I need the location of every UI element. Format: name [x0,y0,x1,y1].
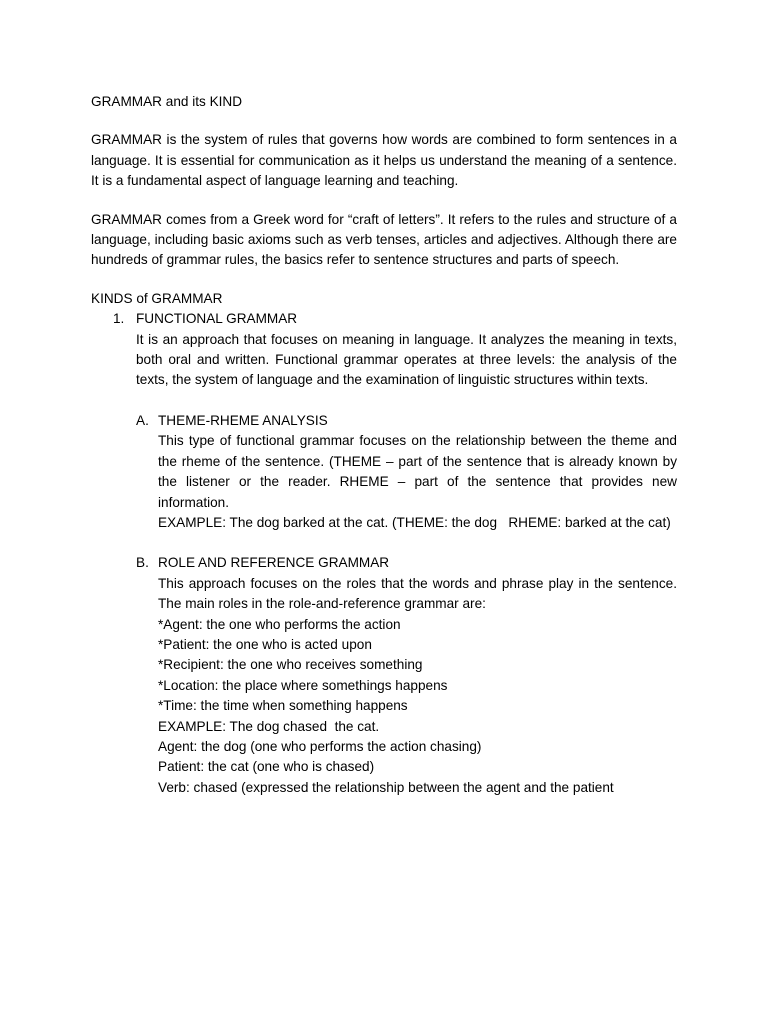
sub-text: This type of functional grammar focuses on the relationship between the theme and the rheme of the sentence. (THEME – part of the sentence that is already known by the listener or the reader. RHEME – part of the sentence that provides new information. [158,433,677,510]
document-title: GRAMMAR and its KIND [91,94,243,109]
intro-paragraph-1: GRAMMAR is the system of rules that governs how words are combined to form sentences in a language. It is essential for communication as it helps us understand the meaning of a sentence. It is a fundamental aspect of language learning and teaching. [91,132,677,189]
sub-item-role-reference [136,553,677,798]
role-line-recipient: *Recipient: the one who receives something [158,657,423,673]
sub-letter: B. [136,555,149,571]
sub-example: EXAMPLE: The dog chased the cat. [158,718,380,734]
example-part-patient: Patient: the cat (one who is chased) [158,759,375,775]
sub-example: EXAMPLE: The dog barked at the cat. (THEME: the dog RHEME: barked at the cat) [158,514,671,530]
sub-title: THEME-RHEME ANALYSIS [158,412,328,428]
document-page [91,92,677,818]
role-line-time: *Time: the time when something happens [158,698,408,714]
kind-description: It is an approach that focuses on meaning in language. It analyzes the meaning in texts, both oral and written. Functional grammar operates at three levels: the analysis of the texts, the system of language and the examination of linguistic structures within texts. [136,331,677,388]
sub-item-theme-rheme [136,411,677,533]
example-part-agent: Agent: the dog (one who performs the action chasing) [158,738,482,754]
role-line-patient: *Patient: the one who is acted upon [158,636,372,652]
sub-body [158,411,677,533]
sub-body [158,553,677,798]
intro-paragraph-2: GRAMMAR comes from a Greek word for “craft of letters”. It refers to the rules and structure of a language, including basic axioms such as verb tenses, articles and adjectives. Although there are hundreds of grammar rules, the basics refer to sentence structures and parts of speech. [91,211,677,268]
role-line-location: *Location: the place where somethings happens [158,677,448,693]
kind-title: FUNCTIONAL GRAMMAR [136,311,298,327]
kinds-heading: KINDS of GRAMMAR [91,290,223,306]
sub-text: This approach focuses on the roles that the words and phrase play in the sentence. The main roles in the role-and-reference grammar are: [158,575,677,612]
example-part-verb: Verb: chased (expressed the relationship between the agent and the patient [158,779,614,795]
kind-body [136,309,677,798]
kind-number: 1. [113,311,125,327]
sub-title: ROLE AND REFERENCE GRAMMAR [158,555,390,571]
role-line-agent: *Agent: the one who performs the action [158,616,401,632]
kind-item-functional-grammar [91,309,677,798]
sub-letter: A. [136,412,149,428]
